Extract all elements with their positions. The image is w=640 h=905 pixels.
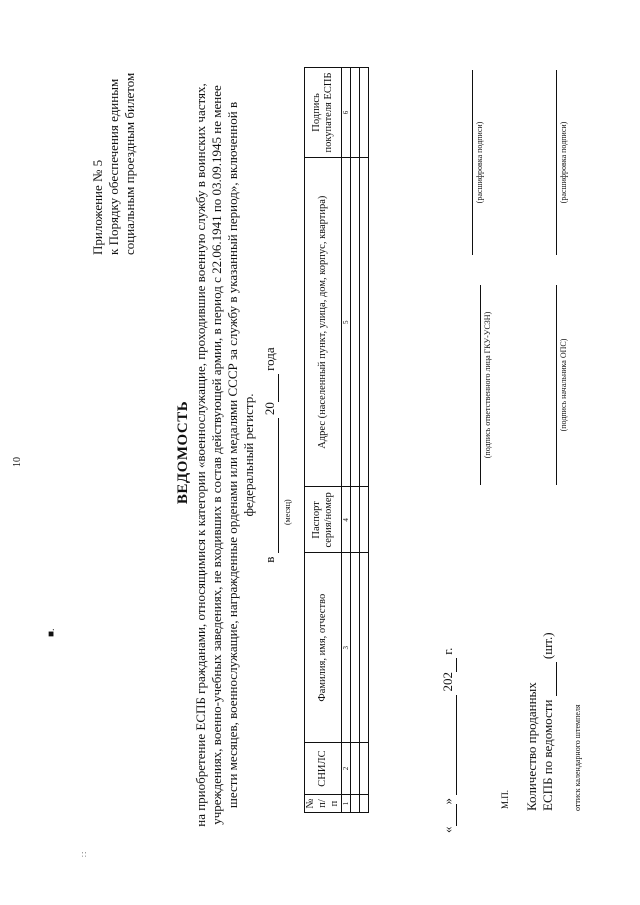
document-intro: на приобретение ЕСПБ гражданами, относящимися к категории «военнослужащие, проходившие военную службу в воинских частях, учреждениях, военно-учебных заведениях, не входивших в состав действующей армии, в период с 22.06.1941 по 03.09.1945 не менее шести месяцев, военнослужащие, награжденные орденами или медалями СССР за службу в указанный период», включенной в федеральный регистр. [193, 83, 256, 827]
column-header-number: № п/п [305, 795, 342, 813]
column-header-passport: Паспорт серия/номер [305, 487, 342, 553]
stamp-caption: оттиск календарного штемпеля [573, 704, 582, 811]
appendix-line: социальным проездным билетом [122, 72, 137, 255]
appendix-note [90, 15, 138, 255]
column-number: 2 [342, 743, 351, 795]
column-header-snils: СНИЛС [305, 743, 342, 795]
table-cell [360, 553, 369, 743]
date-close-quote: » [440, 798, 455, 805]
signature-line [480, 285, 481, 485]
table-cell [360, 795, 369, 813]
column-number: 4 [342, 487, 351, 553]
register-table [304, 67, 369, 813]
table-cell [351, 743, 360, 795]
quantity-line2 [540, 632, 557, 811]
table-cell [360, 68, 369, 158]
table-row [360, 68, 369, 813]
quantity-blank [540, 662, 557, 696]
signature-caption-head: (подпись начальника ОПС) [559, 338, 568, 432]
year-blank [440, 658, 457, 672]
table-cell [360, 157, 369, 486]
month-blank [262, 418, 279, 553]
column-header-name: Фамилия, имя, отчество [305, 553, 342, 743]
table-cell [351, 68, 360, 158]
table-row [351, 68, 360, 813]
date-open-quote: « [440, 826, 455, 833]
signature-line [556, 285, 557, 485]
period-line [262, 205, 279, 705]
table-cell [360, 487, 369, 553]
table-cell [360, 743, 369, 795]
page-number: 10 [12, 457, 23, 467]
quantity-line1: Количество проданных [524, 682, 539, 811]
table-cell [351, 553, 360, 743]
column-number: 5 [342, 157, 351, 486]
month-caption: (месяц) [283, 499, 292, 525]
year-prefix: 20 [262, 402, 277, 416]
date-suffix: г. [440, 647, 455, 655]
column-number: 1 [342, 795, 351, 813]
quantity-block [524, 632, 557, 811]
year-blank [262, 374, 279, 402]
signature-line [556, 70, 557, 255]
appendix-line: Приложение № 5 [90, 159, 105, 255]
table-cell [351, 157, 360, 486]
signature-caption-decode: (расшифровка подписи) [559, 121, 568, 204]
column-number: 3 [342, 553, 351, 743]
signature-caption-responsible: (подпись ответственного лица ГКУ-УСЗН) [483, 311, 492, 459]
date-line [440, 648, 457, 833]
document-title: ВЕДОМОСТЬ [175, 400, 191, 505]
quantity-unit: (шт.) [540, 632, 555, 660]
period-prefix: в [262, 556, 277, 563]
seal-placeholder: М.П. [500, 789, 510, 809]
quantity-prefix: ЕСПБ по ведомости [540, 699, 555, 811]
table-cell [351, 795, 360, 813]
date-year: 202 [440, 672, 455, 692]
column-header-address: Адрес (населенный пункт, улица, дом, корпус, квартира) [305, 157, 342, 486]
scan-mark: ■. [46, 628, 57, 637]
table-header-row [305, 68, 342, 813]
day-blank [440, 805, 457, 827]
table-cell [351, 487, 360, 553]
column-number-row [342, 68, 351, 813]
signature-caption-decode: (расшифровка подписи) [475, 121, 484, 204]
column-header-signature: Подпись покупателя ЕСПБ [305, 68, 342, 158]
period-suffix: года [262, 347, 277, 371]
appendix-line: к Порядку обеспечения единым [106, 78, 121, 255]
scan-mark: ∷ [80, 851, 89, 857]
signature-line [472, 70, 473, 255]
column-number: 6 [342, 68, 351, 158]
month-blank [440, 695, 457, 795]
